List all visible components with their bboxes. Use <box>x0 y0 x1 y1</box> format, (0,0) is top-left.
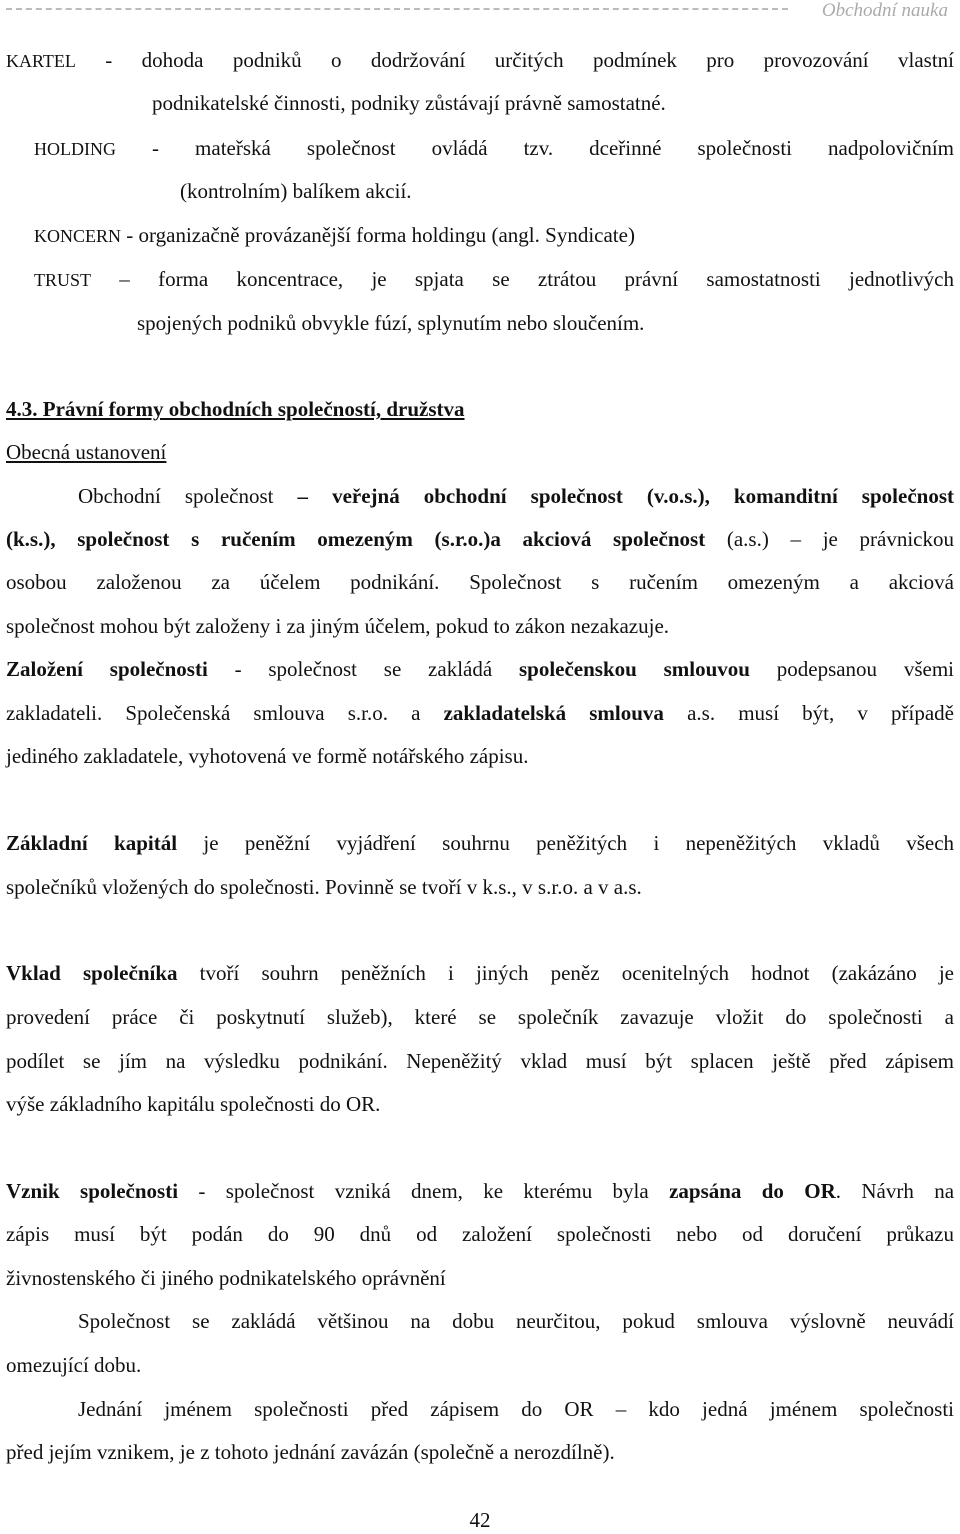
p1-line-3: osobou založenou za účelem podnikání. Společnost s ručením omezeným a akciová <box>6 570 954 594</box>
page-header <box>0 0 960 24</box>
p3-line-1: Základní kapitál je peněžní vyjádření souhrnu peněžitých i nepeněžitých vkladů všech <box>6 831 955 855</box>
trust-line-1: TRUST – forma koncentrace, je spjata se ztrátou právní samostatnosti jednotlivých <box>34 267 955 291</box>
p5-line-2: zápis musí být podán do 90 dnů od založení společnosti nebo od doručení průkazu <box>6 1222 954 1246</box>
section-heading: 4.3. Právní formy obchodních společností, družstva <box>6 397 465 421</box>
p1-line-1: Obchodní společnost – veřejná obchodní společnost (v.o.s.), komanditní společnost <box>78 484 954 508</box>
holding-line-2: (kontrolním) balíkem akcií. <box>180 179 412 203</box>
p3-line-2: společníků vložených do společnosti. Povinně se tvoří v k.s., v s.r.o. a v a.s. <box>6 875 642 899</box>
kartel-line-1: KARTEL - dohoda podniků o dodržování určitých podmínek pro provozování vlastní <box>6 48 954 72</box>
holding-line-1: HOLDING - mateřská společnost ovládá tzv. dceřinné společnosti nadpolovičním <box>34 136 954 160</box>
koncern-line: KONCERN - organizačně provázanější forma holdingu (angl. Syndicate) <box>34 223 635 247</box>
p2-line-3: jediného zakladatele, vyhotovená ve formě notářského zápisu. <box>6 744 529 768</box>
kartel-line-2: podnikatelské činnosti, podniky zůstávají právně samostatné. <box>152 91 666 115</box>
holding-term: HOLDING <box>34 139 116 159</box>
p5-line-3: živnostenského či jiného podnikatelského oprávnění <box>6 1266 446 1290</box>
trust-term: TRUST <box>34 270 92 290</box>
p4-line-3: podílet se jím na výsledku podnikání. Nepeněžitý vklad musí být splacen ještě před zápisem <box>6 1049 954 1073</box>
header-title: Obchodní nauka <box>821 0 948 21</box>
kartel-term: KARTEL <box>6 51 76 71</box>
p7-line-2: před jejím vznikem, je z tohoto jednání zavázán (společně a nerozdílně). <box>6 1440 615 1464</box>
p1-line-4: společnost mohou být založeny i za jiným účelem, pokud to zákon nezakazuje. <box>6 614 670 638</box>
page-number: 42 <box>469 1508 491 1532</box>
koncern-term: KONCERN <box>34 226 122 246</box>
p4-line-4: výše základního kapitálu společnosti do OR. <box>6 1092 381 1116</box>
p4-line-2: provedení práce či poskytnutí služeb), které se společník zavazuje vložit do společnosti a <box>6 1005 954 1029</box>
p1-line-2: (k.s.), společnost s ručením omezeným (s.r.o.)a akciová společnost (a.s.) – je právnickou <box>6 527 954 551</box>
p5-line-1: Vznik společnosti - společnost vzniká dnem, ke kterému byla zapsána do OR. Návrh na <box>6 1179 955 1203</box>
section-subheading: Obecná ustanovení <box>6 440 167 464</box>
p4-line-1: Vklad společníka tvoří souhrn peněžních i jiných peněz ocenitelných hodnot (zakázáno je <box>6 961 954 985</box>
trust-line-2: spojených podniků obvykle fúzí, splynutím nebo sloučením. <box>137 311 645 335</box>
p6-line-2: omezující dobu. <box>6 1353 142 1377</box>
p7-line-1: Jednání jménem společnosti před zápisem do OR – kdo jedná jménem společnosti <box>78 1397 954 1421</box>
p2-line-2: zakladateli. Společenská smlouva s.r.o. a zakladatelská smlouva a.s. musí být, v případě <box>6 701 955 725</box>
header-dashed-rule <box>6 8 788 10</box>
p2-line-1: Založení společnosti - společnost se zakládá společenskou smlouvou podepsanou všemi <box>6 657 955 681</box>
p6-line-1: Společnost se zakládá většinou na dobu neurčitou, pokud smlouva výslovně neuvádí <box>78 1309 954 1333</box>
